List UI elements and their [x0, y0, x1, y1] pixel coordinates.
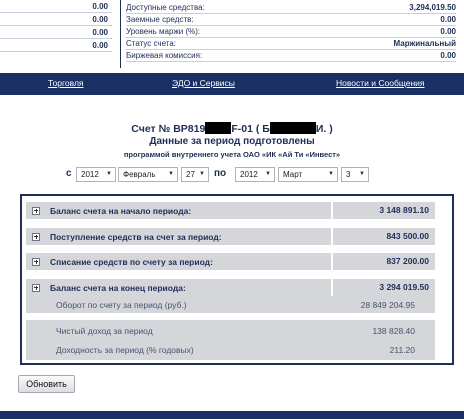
turnover-row: Оборот по счету за период (руб.) 28 849 204.95 — [26, 296, 435, 313]
row-closing-balance: Баланс счета на конец периода: 3 294 019.50 — [26, 279, 435, 296]
income-block: Чистый доход за период 138 828.40 Доходность за период (% годовых) 211.20 — [26, 320, 435, 360]
summary-row-borrowed: Заемные средств: 0.00 — [126, 15, 456, 24]
account-summary — [0, 0, 464, 68]
nav-link-trade[interactable]: Торговля — [48, 78, 84, 88]
to-label: по — [214, 168, 227, 179]
main-nav — [0, 73, 464, 95]
expand-icon[interactable] — [32, 207, 40, 215]
footer-bar — [0, 411, 464, 419]
summary-row-status: Статус счета: Маржинальный — [126, 39, 456, 48]
period-report-panel — [20, 194, 454, 365]
summary-row-available: Доступные средства: 3,294,019.50 — [126, 3, 456, 12]
chevron-down-icon: ▼ — [199, 171, 205, 177]
to-day-select[interactable]: 3 ▼ — [341, 167, 369, 182]
nav-link-edo[interactable]: ЭДО и Сервисы — [172, 78, 235, 88]
summary-value: 0.00 — [0, 0, 112, 13]
period-selector — [0, 167, 464, 183]
expand-icon[interactable] — [32, 284, 40, 292]
page-subtitle: Данные за период подготовлены — [149, 136, 315, 147]
summary-divider — [120, 0, 121, 68]
from-year-select[interactable]: 2012 ▼ — [76, 167, 116, 182]
chevron-down-icon: ▼ — [168, 171, 174, 177]
chevron-down-icon: ▼ — [359, 171, 365, 177]
summary-right-values — [126, 2, 456, 62]
summary-row-commission: Биржевая комиссия: 0.00 — [126, 51, 456, 60]
summary-value: 0.00 — [0, 13, 112, 26]
from-label: с — [66, 168, 72, 179]
row-outgoing: Списание средств по счету за период: 837 200.00 — [26, 253, 435, 270]
nav-link-news[interactable]: Новости и Сообщения — [336, 78, 425, 88]
row-incoming: Поступление средств на счет за период: 843 500.00 — [26, 228, 435, 245]
from-month-select[interactable]: Февраль ▼ — [118, 167, 178, 182]
redaction-bar — [205, 122, 231, 134]
refresh-button[interactable]: Обновить — [18, 375, 75, 393]
to-year-select[interactable]: 2012 ▼ — [235, 167, 275, 182]
summary-left-values — [0, 0, 112, 52]
chevron-down-icon: ▼ — [106, 171, 112, 177]
redaction-bar — [270, 122, 316, 134]
summary-value: 0.00 — [0, 39, 112, 52]
from-day-select[interactable]: 27 ▼ — [181, 167, 209, 182]
expand-icon[interactable] — [32, 258, 40, 266]
row-opening-balance: Баланс счета на начало периода: 3 148 891.10 — [26, 202, 435, 219]
summary-value: 0.00 — [0, 26, 112, 39]
chevron-down-icon: ▼ — [265, 171, 271, 177]
to-month-select[interactable]: Март ▼ — [278, 167, 338, 182]
account-title: Счет № BP819 F-01 ( Б И. ) — [131, 123, 333, 135]
expand-icon[interactable] — [32, 233, 40, 241]
source-note: программой внутреннего учета ОАО «ИК «Ай Ти «Инвест» — [123, 150, 341, 159]
chevron-down-icon: ▼ — [328, 171, 334, 177]
summary-row-margin-level: Уровень маржи (%): 0.00 — [126, 27, 456, 36]
